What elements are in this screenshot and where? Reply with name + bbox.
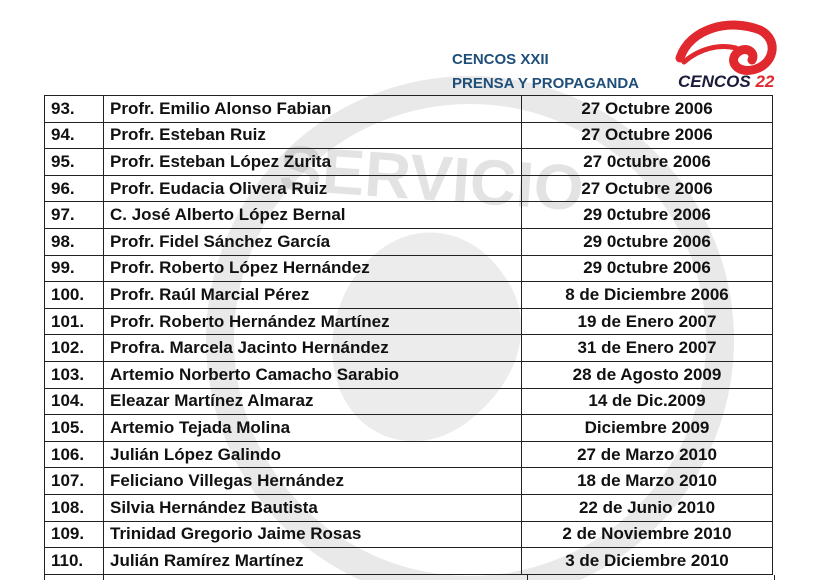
member-name: Profr. Roberto Hernández Martínez <box>104 308 522 335</box>
table-row <box>45 548 773 575</box>
member-name: Profra. Marcela Jacinto Hernández <box>104 335 522 362</box>
join-date: 29 0ctubre 2006 <box>522 228 773 255</box>
row-number: 108. <box>45 494 104 521</box>
join-date: 22 de Junio 2010 <box>522 494 773 521</box>
table-row <box>45 388 773 415</box>
table-row <box>45 521 773 548</box>
join-date: 27 Octubre 2006 <box>522 175 773 202</box>
join-date: 27 de Marzo 2010 <box>522 441 773 468</box>
row-number: 95. <box>45 149 104 176</box>
join-date: 14 de Dic.2009 <box>522 388 773 415</box>
member-name: Profr. Esteban Ruiz <box>104 122 522 149</box>
table-row <box>45 361 773 388</box>
table-row <box>45 255 773 282</box>
table-row <box>45 282 773 309</box>
member-name: Silvia Hernández Bautista <box>104 494 522 521</box>
table-row <box>45 308 773 335</box>
column-divider <box>527 575 528 580</box>
header-title: CENCOS XXII <box>452 51 549 68</box>
join-date: 29 0ctubre 2006 <box>522 202 773 229</box>
join-date: 29 0ctubre 2006 <box>522 255 773 282</box>
logo-wordmark <box>678 72 774 92</box>
logo-number: 22 <box>755 72 775 91</box>
row-number: 101. <box>45 308 104 335</box>
join-date: 27 Octubre 2006 <box>522 96 773 123</box>
row-number: 102. <box>45 335 104 362</box>
document-header <box>452 48 639 96</box>
join-date: 2 de Noviembre 2010 <box>522 521 773 548</box>
member-name: Julián Ramírez Martínez <box>104 548 522 575</box>
row-number: 105. <box>45 415 104 442</box>
row-number: 97. <box>45 202 104 229</box>
table-row <box>45 468 773 495</box>
member-name: Artemio Norberto Camacho Sarabio <box>104 361 522 388</box>
row-number: 94. <box>45 122 104 149</box>
table-row <box>45 415 773 442</box>
member-name: Trinidad Gregorio Jaime Rosas <box>104 521 522 548</box>
row-number: 93. <box>45 96 104 123</box>
member-name: C. José Alberto López Bernal <box>104 202 522 229</box>
member-name: Profr. Esteban López Zurita <box>104 149 522 176</box>
table-row <box>45 149 773 176</box>
member-name: Artemio Tejada Molina <box>104 415 522 442</box>
join-date: 28 de Agosto 2009 <box>522 361 773 388</box>
join-date: 27 0ctubre 2006 <box>522 149 773 176</box>
row-number: 96. <box>45 175 104 202</box>
table-row <box>45 494 773 521</box>
table-row <box>45 122 773 149</box>
table-continuation <box>44 575 775 580</box>
join-date: 3 de Diciembre 2010 <box>522 548 773 575</box>
table-row <box>45 175 773 202</box>
watermark-text: SERVICIO <box>277 131 587 225</box>
member-name: Feliciano Villegas Hernández <box>104 468 522 495</box>
member-name: Julián López Galindo <box>104 441 522 468</box>
join-date: 8 de Diciembre 2006 <box>522 282 773 309</box>
member-name: Profr. Roberto López Hernández <box>104 255 522 282</box>
member-name: Profr. Fidel Sánchez García <box>104 228 522 255</box>
row-number: 99. <box>45 255 104 282</box>
row-number: 110. <box>45 548 104 575</box>
join-date: Diciembre 2009 <box>522 415 773 442</box>
row-number: 104. <box>45 388 104 415</box>
member-name: Eleazar Martínez Almaraz <box>104 388 522 415</box>
row-number: 107. <box>45 468 104 495</box>
join-date: 27 Octubre 2006 <box>522 122 773 149</box>
join-date: 31 de Enero 2007 <box>522 335 773 362</box>
row-number: 100. <box>45 282 104 309</box>
table-row <box>45 441 773 468</box>
logo-text: CENCOS <box>678 72 751 91</box>
roster-table <box>44 95 773 575</box>
row-number: 98. <box>45 228 104 255</box>
column-divider <box>103 575 104 580</box>
table-row <box>45 228 773 255</box>
row-number: 109. <box>45 521 104 548</box>
roster-body <box>45 96 773 575</box>
header-subtitle: PRENSA Y PROPAGANDA <box>452 75 639 92</box>
table-row <box>45 202 773 229</box>
row-number: 103. <box>45 361 104 388</box>
join-date: 18 de Marzo 2010 <box>522 468 773 495</box>
join-date: 19 de Enero 2007 <box>522 308 773 335</box>
member-name: Profr. Raúl Marcial Pérez <box>104 282 522 309</box>
row-number: 106. <box>45 441 104 468</box>
table-row <box>45 335 773 362</box>
member-name: Profr. Emilio Alonso Fabian <box>104 96 522 123</box>
member-name: Profr. Eudacia Olivera Ruiz <box>104 175 522 202</box>
table-row <box>45 96 773 123</box>
